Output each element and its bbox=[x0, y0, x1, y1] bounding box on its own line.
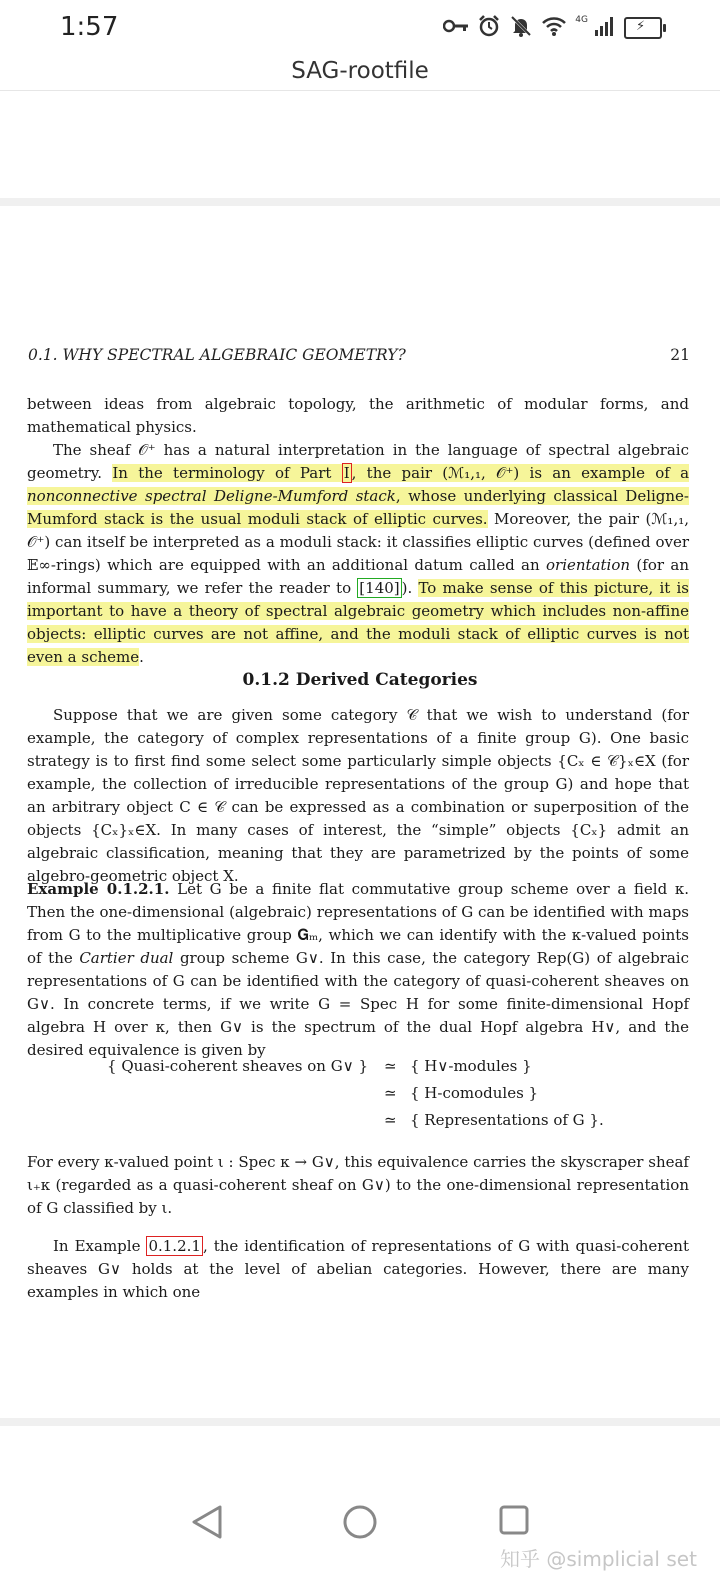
status-bar bbox=[0, 0, 720, 56]
recent-apps-icon[interactable] bbox=[498, 1504, 530, 1540]
battery-charging-icon: ⚡ bbox=[624, 17, 662, 39]
signal-icon bbox=[594, 15, 616, 41]
paragraph-4-text: For every κ-valued point ι : Spec κ → G∨, this equivalence carries the skyscraper sheaf ι₊κ (regarded as a quasi-coherent sheaf on G∨) to the one-dimensional representation of G classified by ι. bbox=[27, 1153, 689, 1217]
status-time: 1:57 bbox=[60, 12, 119, 42]
mute-icon bbox=[509, 14, 533, 42]
p2-text-d: , the pair (ℳ₁,₁, 𝒪⁺) is an example of a bbox=[351, 464, 690, 482]
example-block bbox=[27, 878, 689, 1062]
example-emph-cartier: Cartier dual bbox=[79, 949, 174, 967]
app-title: SAG-rootfile bbox=[291, 58, 429, 84]
p2-text-b: In the terminology of Part bbox=[112, 464, 342, 482]
equation-sym-3: ≃ bbox=[384, 1111, 397, 1129]
p2-emph-orientation: orientation bbox=[546, 556, 631, 574]
example-text-c: group scheme G∨. In this case, the category Rep(G) of algebraic representations of G can be identified with the category of quasi-coherent sheaves on G∨. In concrete terms, if we write G = Spec H for some finite-dimensional Hopf algebra H over κ, then G∨ is the spectrum of the dual Hopf algebra H∨, and the desired equivalence is given by bbox=[27, 949, 689, 1059]
p5-text-c: , the identification of representations of G with quasi-coherent sheaves G∨ holds at the level of abelian categories. However, there are many examples in which one bbox=[27, 1237, 689, 1301]
example-link[interactable]: 0.1.2.1 bbox=[148, 1237, 201, 1255]
citation-link[interactable]: [140] bbox=[359, 579, 400, 597]
part-link[interactable]: I bbox=[343, 464, 350, 482]
equation-rhs-2: { H-comodules } bbox=[410, 1084, 539, 1102]
back-icon[interactable] bbox=[190, 1504, 224, 1544]
paragraph-2 bbox=[27, 439, 689, 669]
highlight-2: To make sense of this picture, it is important to have a theory of spectral algebraic geometry which includes non-affine objects: elliptic curves are not affine, and the moduli stack of elliptic curves is not even a scheme bbox=[27, 579, 689, 666]
p2-text-f: , whose underlying classical Deligne-Mumford stack is the usual moduli stack of elliptic curves. bbox=[27, 487, 690, 528]
p2-text-m: . bbox=[139, 648, 144, 666]
example-text-a: Let G be a finite flat commutative group scheme over a field κ. Then the one-dimensional (algebraic) representations of G can be identified with maps from G to the multiplicative group 𝐆ₘ, which we can identify with the κ-valued points of the bbox=[27, 880, 689, 967]
wifi-icon bbox=[541, 15, 567, 41]
equation-rhs-3: { Representations of G }. bbox=[410, 1111, 604, 1129]
document-page[interactable] bbox=[0, 206, 720, 1418]
equation-rhs-1: { H∨-modules } bbox=[410, 1057, 532, 1075]
network-type-label: 4G bbox=[575, 15, 588, 25]
home-icon[interactable] bbox=[342, 1504, 378, 1544]
example-label: Example 0.1.2.1. bbox=[27, 880, 170, 898]
status-icons bbox=[443, 14, 662, 42]
paragraph-4 bbox=[27, 1151, 689, 1220]
p2-text-k: ). bbox=[401, 579, 419, 597]
paragraph-1 bbox=[27, 393, 689, 439]
running-head bbox=[28, 346, 690, 364]
alarm-icon bbox=[477, 14, 501, 42]
p2-text-a: The sheaf 𝒪⁺ has a natural interpretation in the language of spectral algebraic geometry. bbox=[27, 441, 689, 482]
section-heading: 0.1.2 Derived Categories bbox=[242, 670, 478, 690]
page-separator-bottom bbox=[0, 1418, 720, 1426]
equation-sym-1: ≃ bbox=[384, 1057, 397, 1075]
paragraph-3 bbox=[27, 704, 689, 888]
paragraph-5 bbox=[27, 1235, 689, 1304]
running-head-title: 0.1. WHY SPECTRAL ALGEBRAIC GEOMETRY? bbox=[28, 346, 406, 364]
equation-sym-2: ≃ bbox=[384, 1084, 397, 1102]
page-separator bbox=[0, 198, 720, 206]
p2-emph-term: nonconnective spectral Deligne-Mumford stack bbox=[27, 487, 396, 505]
page-number: 21 bbox=[670, 346, 690, 364]
equation-lhs: { Quasi-coherent sheaves on G∨ } bbox=[107, 1057, 368, 1075]
p2-text-g: Moreover, the pair (ℳ₁,₁, 𝒪⁺) can itself be interpreted as a moduli stack: it classifies elliptic curves (defined over 𝔼∞-rings) which are equipped with an additional datum called an bbox=[27, 510, 689, 574]
paragraph-3-text: Suppose that we are given some category 𝒞 that we wish to understand (for example, the category of complex representations of a finite group G). One basic strategy is to first find some select some particularly simple objects {Cₓ ∈ 𝒞}ₓ∈X (for example, the collection of irreducible representations of the group G) and hope that an arbitrary object C ∈ 𝒞 can be expressed as a combination or superposition of the objects {Cₓ}ₓ∈X. In many cases of interest, the “simple” objects {Cₓ} admit an algebraic classification, meaning that they are parametrized by the points of some algebro-geometric object X. bbox=[27, 706, 689, 885]
p2-text-i: (for an informal summary, we refer the reader to bbox=[27, 556, 689, 597]
title-divider bbox=[0, 90, 720, 91]
paragraph-1-text: between ideas from algebraic topology, the arithmetic of modular forms, and mathematical physics. bbox=[27, 395, 689, 436]
key-icon bbox=[443, 18, 469, 38]
p5-text-a: In Example bbox=[53, 1237, 147, 1255]
watermark: 知乎 @simplicial set bbox=[500, 1547, 697, 1571]
